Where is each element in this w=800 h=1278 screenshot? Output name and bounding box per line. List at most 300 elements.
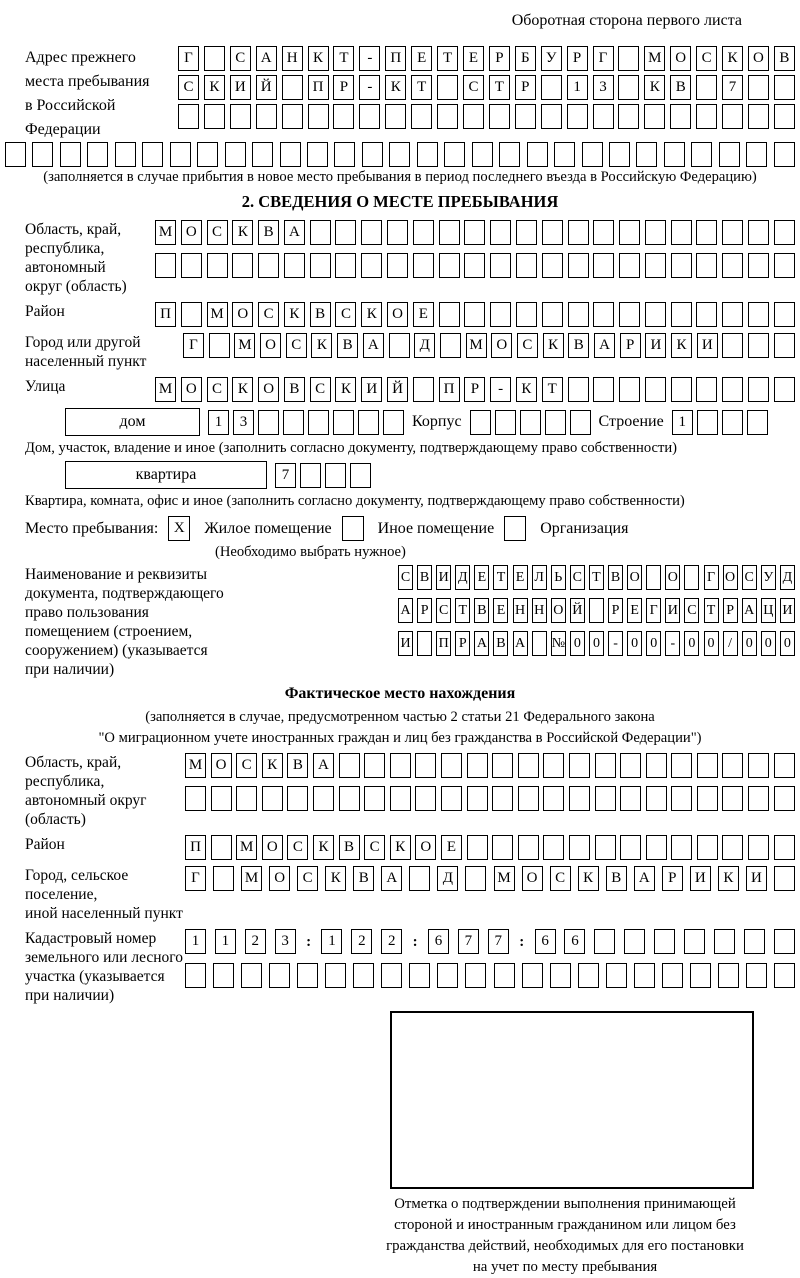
char-cell[interactable]: О: [627, 565, 642, 590]
char-cell[interactable]: Р: [489, 46, 510, 71]
char-cell[interactable]: [516, 302, 537, 327]
char-cell[interactable]: [170, 142, 191, 167]
char-cell[interactable]: М: [155, 220, 176, 245]
char-cell[interactable]: 1: [567, 75, 588, 100]
char-cell[interactable]: С: [258, 302, 279, 327]
char-cell[interactable]: 1: [321, 929, 342, 954]
char-cell[interactable]: [211, 786, 232, 811]
char-cell[interactable]: [209, 333, 230, 358]
char-cell[interactable]: [684, 929, 705, 954]
char-cell[interactable]: [413, 377, 434, 402]
char-cell[interactable]: Р: [455, 631, 470, 656]
char-cell[interactable]: [696, 75, 717, 100]
char-cell[interactable]: С: [207, 377, 228, 402]
char-cell[interactable]: 0: [780, 631, 795, 656]
char-cell[interactable]: А: [513, 631, 528, 656]
char-cell[interactable]: [310, 220, 331, 245]
char-cell[interactable]: [463, 104, 484, 129]
char-cell[interactable]: [634, 963, 655, 988]
char-cell[interactable]: [722, 753, 743, 778]
char-cell[interactable]: [213, 866, 234, 891]
char-cell[interactable]: [748, 753, 769, 778]
char-cell[interactable]: [516, 253, 537, 278]
char-cell[interactable]: И: [665, 598, 680, 623]
char-cell[interactable]: С: [178, 75, 199, 100]
char-cell[interactable]: Б: [515, 46, 536, 71]
char-cell[interactable]: [364, 753, 385, 778]
char-cell[interactable]: С: [570, 565, 585, 590]
char-cell[interactable]: [568, 220, 589, 245]
char-cell[interactable]: [744, 929, 765, 954]
char-cell[interactable]: [670, 104, 691, 129]
char-cell[interactable]: А: [634, 866, 655, 891]
char-cell[interactable]: 7: [722, 75, 743, 100]
char-cell[interactable]: [204, 104, 225, 129]
char-cell[interactable]: С: [517, 333, 538, 358]
char-cell[interactable]: [5, 142, 26, 167]
char-cell[interactable]: О: [262, 835, 283, 860]
char-cell[interactable]: Е: [493, 598, 508, 623]
char-cell[interactable]: В: [284, 377, 305, 402]
char-cell[interactable]: [230, 104, 251, 129]
char-cell[interactable]: О: [258, 377, 279, 402]
char-cell[interactable]: [696, 104, 717, 129]
char-cell[interactable]: [774, 377, 795, 402]
char-cell[interactable]: [774, 835, 795, 860]
char-cell[interactable]: [722, 253, 743, 278]
char-cell[interactable]: [325, 463, 346, 488]
char-cell[interactable]: С: [696, 46, 717, 71]
char-cell[interactable]: П: [308, 75, 329, 100]
char-cell[interactable]: М: [644, 46, 665, 71]
char-cell[interactable]: 2: [381, 929, 402, 954]
char-cell[interactable]: В: [568, 333, 589, 358]
char-cell[interactable]: О: [387, 302, 408, 327]
char-cell[interactable]: Г: [646, 598, 661, 623]
char-cell[interactable]: [467, 753, 488, 778]
char-cell[interactable]: [490, 220, 511, 245]
char-cell[interactable]: [774, 786, 795, 811]
char-cell[interactable]: 0: [742, 631, 757, 656]
char-cell[interactable]: О: [723, 565, 738, 590]
char-cell[interactable]: [415, 786, 436, 811]
char-cell[interactable]: [350, 463, 371, 488]
char-cell[interactable]: Р: [333, 75, 354, 100]
char-cell[interactable]: 0: [646, 631, 661, 656]
char-cell[interactable]: [490, 253, 511, 278]
char-cell[interactable]: [284, 253, 305, 278]
char-cell[interactable]: [241, 963, 262, 988]
char-cell[interactable]: [646, 753, 667, 778]
char-cell[interactable]: [181, 253, 202, 278]
char-cell[interactable]: [252, 142, 273, 167]
char-cell[interactable]: С: [463, 75, 484, 100]
char-cell[interactable]: [142, 142, 163, 167]
char-cell[interactable]: [746, 963, 767, 988]
char-cell[interactable]: [439, 253, 460, 278]
char-cell[interactable]: [520, 410, 541, 435]
char-cell[interactable]: [697, 835, 718, 860]
char-cell[interactable]: М: [466, 333, 487, 358]
char-cell[interactable]: [550, 963, 571, 988]
char-cell[interactable]: [409, 963, 430, 988]
char-cell[interactable]: А: [398, 598, 413, 623]
char-cell[interactable]: Д: [455, 565, 470, 590]
char-cell[interactable]: О: [748, 46, 769, 71]
char-cell[interactable]: [697, 753, 718, 778]
char-cell[interactable]: [359, 104, 380, 129]
char-cell[interactable]: [197, 142, 218, 167]
char-cell[interactable]: К: [335, 377, 356, 402]
char-cell[interactable]: [472, 142, 493, 167]
char-cell[interactable]: [696, 253, 717, 278]
char-cell[interactable]: 6: [428, 929, 449, 954]
char-cell[interactable]: [567, 104, 588, 129]
char-cell[interactable]: В: [353, 866, 374, 891]
char-cell[interactable]: [748, 253, 769, 278]
char-cell[interactable]: Г: [704, 565, 719, 590]
char-cell[interactable]: [381, 963, 402, 988]
char-cell[interactable]: [204, 46, 225, 71]
char-cell[interactable]: [620, 835, 641, 860]
char-cell[interactable]: 1: [185, 929, 206, 954]
char-cell[interactable]: [339, 753, 360, 778]
char-cell[interactable]: С: [286, 333, 307, 358]
char-cell[interactable]: А: [381, 866, 402, 891]
char-cell[interactable]: [719, 142, 740, 167]
char-cell[interactable]: [300, 463, 321, 488]
char-cell[interactable]: В: [258, 220, 279, 245]
char-cell[interactable]: [364, 786, 385, 811]
char-cell[interactable]: [545, 410, 566, 435]
char-cell[interactable]: Ц: [761, 598, 776, 623]
char-cell[interactable]: -: [608, 631, 623, 656]
char-cell[interactable]: К: [204, 75, 225, 100]
char-cell[interactable]: [593, 302, 614, 327]
char-cell[interactable]: [60, 142, 81, 167]
char-cell[interactable]: [662, 963, 683, 988]
char-cell[interactable]: [499, 142, 520, 167]
char-cell[interactable]: [774, 963, 795, 988]
char-cell[interactable]: [606, 963, 627, 988]
char-cell[interactable]: [178, 104, 199, 129]
char-cell[interactable]: [518, 753, 539, 778]
char-cell[interactable]: Т: [489, 75, 510, 100]
char-cell[interactable]: [185, 786, 206, 811]
char-cell[interactable]: К: [311, 333, 332, 358]
char-cell[interactable]: [334, 142, 355, 167]
char-cell[interactable]: [618, 46, 639, 71]
char-cell[interactable]: [618, 104, 639, 129]
char-cell[interactable]: 1: [215, 929, 236, 954]
char-cell[interactable]: В: [670, 75, 691, 100]
char-cell[interactable]: [335, 253, 356, 278]
char-cell[interactable]: Г: [183, 333, 204, 358]
char-cell[interactable]: К: [325, 866, 346, 891]
char-cell[interactable]: О: [232, 302, 253, 327]
char-cell[interactable]: 6: [564, 929, 585, 954]
char-cell[interactable]: [280, 142, 301, 167]
char-cell[interactable]: К: [644, 75, 665, 100]
char-cell[interactable]: Й: [570, 598, 585, 623]
char-cell[interactable]: [518, 835, 539, 860]
char-cell[interactable]: Н: [513, 598, 528, 623]
char-cell[interactable]: 6: [535, 929, 556, 954]
char-cell[interactable]: [155, 253, 176, 278]
char-cell[interactable]: И: [645, 333, 666, 358]
char-cell[interactable]: [465, 866, 486, 891]
char-cell[interactable]: [722, 377, 743, 402]
char-cell[interactable]: 1: [208, 410, 229, 435]
char-cell[interactable]: [522, 963, 543, 988]
char-cell[interactable]: [232, 253, 253, 278]
char-cell[interactable]: Р: [417, 598, 432, 623]
char-cell[interactable]: [444, 142, 465, 167]
char-cell[interactable]: [269, 963, 290, 988]
char-cell[interactable]: 1: [672, 410, 693, 435]
char-cell[interactable]: [383, 410, 404, 435]
char-cell[interactable]: [335, 220, 356, 245]
char-cell[interactable]: [722, 302, 743, 327]
char-cell[interactable]: М: [155, 377, 176, 402]
char-cell[interactable]: 2: [245, 929, 266, 954]
char-cell[interactable]: С: [335, 302, 356, 327]
char-cell[interactable]: [684, 565, 699, 590]
char-cell[interactable]: [620, 753, 641, 778]
char-cell[interactable]: [361, 220, 382, 245]
char-cell[interactable]: А: [256, 46, 277, 71]
char-cell[interactable]: [409, 866, 430, 891]
char-cell[interactable]: [570, 410, 591, 435]
char-cell[interactable]: К: [262, 753, 283, 778]
char-cell[interactable]: 2: [351, 929, 372, 954]
char-cell[interactable]: [387, 220, 408, 245]
char-cell[interactable]: [747, 410, 768, 435]
char-cell[interactable]: В: [606, 866, 627, 891]
char-cell[interactable]: С: [742, 565, 757, 590]
char-cell[interactable]: [624, 929, 645, 954]
char-cell[interactable]: О: [665, 565, 680, 590]
char-cell[interactable]: [774, 753, 795, 778]
char-cell[interactable]: [417, 631, 432, 656]
char-cell[interactable]: 7: [275, 463, 296, 488]
char-cell[interactable]: [308, 410, 329, 435]
char-cell[interactable]: К: [313, 835, 334, 860]
char-cell[interactable]: [593, 377, 614, 402]
char-cell[interactable]: [542, 302, 563, 327]
char-cell[interactable]: [439, 302, 460, 327]
char-cell[interactable]: [262, 786, 283, 811]
char-cell[interactable]: [774, 142, 795, 167]
char-cell[interactable]: [236, 786, 257, 811]
char-cell[interactable]: [515, 104, 536, 129]
char-cell[interactable]: О: [670, 46, 691, 71]
char-cell[interactable]: [516, 220, 537, 245]
char-cell[interactable]: О: [269, 866, 290, 891]
char-cell[interactable]: Р: [723, 598, 738, 623]
char-cell[interactable]: [415, 753, 436, 778]
char-cell[interactable]: [748, 220, 769, 245]
char-cell[interactable]: [282, 104, 303, 129]
char-cell[interactable]: [748, 302, 769, 327]
char-cell[interactable]: [310, 253, 331, 278]
char-cell[interactable]: [211, 835, 232, 860]
char-cell[interactable]: Т: [542, 377, 563, 402]
char-cell[interactable]: [774, 333, 795, 358]
char-cell[interactable]: Н: [532, 598, 547, 623]
char-cell[interactable]: [542, 253, 563, 278]
char-cell[interactable]: [569, 786, 590, 811]
char-cell[interactable]: У: [761, 565, 776, 590]
char-cell[interactable]: А: [363, 333, 384, 358]
char-cell[interactable]: Т: [704, 598, 719, 623]
char-cell[interactable]: О: [551, 598, 566, 623]
char-cell[interactable]: [748, 333, 769, 358]
char-cell[interactable]: [748, 104, 769, 129]
char-cell[interactable]: Е: [513, 565, 528, 590]
char-cell[interactable]: [697, 410, 718, 435]
char-cell[interactable]: Р: [620, 333, 641, 358]
char-cell[interactable]: [308, 104, 329, 129]
char-cell[interactable]: [774, 253, 795, 278]
char-cell[interactable]: В: [474, 598, 489, 623]
char-cell[interactable]: Е: [474, 565, 489, 590]
char-cell[interactable]: П: [436, 631, 451, 656]
char-cell[interactable]: [774, 104, 795, 129]
char-cell[interactable]: [543, 835, 564, 860]
char-cell[interactable]: [748, 377, 769, 402]
char-cell[interactable]: [671, 302, 692, 327]
char-cell[interactable]: [543, 786, 564, 811]
char-cell[interactable]: И: [697, 333, 718, 358]
char-cell[interactable]: [181, 302, 202, 327]
char-cell[interactable]: [464, 220, 485, 245]
char-cell[interactable]: [437, 963, 458, 988]
char-cell[interactable]: [283, 410, 304, 435]
char-cell[interactable]: С: [398, 565, 413, 590]
char-cell[interactable]: [696, 220, 717, 245]
char-cell[interactable]: М: [236, 835, 257, 860]
char-cell[interactable]: К: [232, 220, 253, 245]
char-cell[interactable]: Т: [589, 565, 604, 590]
char-cell[interactable]: Л: [532, 565, 547, 590]
char-cell[interactable]: Е: [411, 46, 432, 71]
char-cell[interactable]: П: [185, 835, 206, 860]
char-cell[interactable]: [748, 786, 769, 811]
char-cell[interactable]: 0: [627, 631, 642, 656]
char-cell[interactable]: [722, 410, 743, 435]
char-cell[interactable]: [387, 253, 408, 278]
char-cell[interactable]: 3: [233, 410, 254, 435]
char-cell[interactable]: [207, 253, 228, 278]
char-cell[interactable]: К: [232, 377, 253, 402]
char-cell[interactable]: [467, 786, 488, 811]
char-cell[interactable]: И: [746, 866, 767, 891]
char-cell[interactable]: [389, 333, 410, 358]
char-cell[interactable]: [417, 142, 438, 167]
char-cell[interactable]: П: [439, 377, 460, 402]
char-cell[interactable]: [258, 253, 279, 278]
char-cell[interactable]: [411, 104, 432, 129]
char-cell[interactable]: [532, 631, 547, 656]
char-cell[interactable]: И: [398, 631, 413, 656]
char-cell[interactable]: В: [608, 565, 623, 590]
char-cell[interactable]: [593, 220, 614, 245]
char-cell[interactable]: [353, 963, 374, 988]
char-cell[interactable]: О: [260, 333, 281, 358]
char-cell[interactable]: [543, 753, 564, 778]
char-cell[interactable]: [307, 142, 328, 167]
char-cell[interactable]: К: [718, 866, 739, 891]
char-cell[interactable]: Е: [627, 598, 642, 623]
char-cell[interactable]: А: [474, 631, 489, 656]
char-cell[interactable]: Г: [178, 46, 199, 71]
char-cell[interactable]: Й: [256, 75, 277, 100]
char-cell[interactable]: В: [339, 835, 360, 860]
char-cell[interactable]: С: [364, 835, 385, 860]
char-cell[interactable]: [441, 753, 462, 778]
char-cell[interactable]: [774, 302, 795, 327]
char-cell[interactable]: [258, 410, 279, 435]
char-cell[interactable]: [333, 104, 354, 129]
char-cell[interactable]: В: [310, 302, 331, 327]
char-cell[interactable]: [690, 963, 711, 988]
char-cell[interactable]: -: [665, 631, 680, 656]
char-cell[interactable]: [696, 377, 717, 402]
char-cell[interactable]: [115, 142, 136, 167]
char-cell[interactable]: О: [211, 753, 232, 778]
char-cell[interactable]: [437, 104, 458, 129]
char-cell[interactable]: [569, 753, 590, 778]
char-cell[interactable]: Т: [455, 598, 470, 623]
char-cell[interactable]: О: [522, 866, 543, 891]
checkbox-organization[interactable]: [504, 516, 526, 541]
char-cell[interactable]: [464, 253, 485, 278]
char-cell[interactable]: 7: [458, 929, 479, 954]
char-cell[interactable]: [746, 142, 767, 167]
char-cell[interactable]: [644, 104, 665, 129]
char-cell[interactable]: Т: [333, 46, 354, 71]
char-cell[interactable]: [518, 786, 539, 811]
char-cell[interactable]: [492, 786, 513, 811]
char-cell[interactable]: [748, 835, 769, 860]
char-cell[interactable]: [645, 302, 666, 327]
char-cell[interactable]: С: [684, 598, 699, 623]
char-cell[interactable]: [541, 75, 562, 100]
char-cell[interactable]: [593, 253, 614, 278]
char-cell[interactable]: Т: [437, 46, 458, 71]
char-cell[interactable]: [527, 142, 548, 167]
char-cell[interactable]: [413, 220, 434, 245]
char-cell[interactable]: С: [436, 598, 451, 623]
char-cell[interactable]: [722, 786, 743, 811]
char-cell[interactable]: [361, 253, 382, 278]
char-cell[interactable]: К: [308, 46, 329, 71]
char-cell[interactable]: Д: [414, 333, 435, 358]
char-cell[interactable]: [595, 786, 616, 811]
char-cell[interactable]: [495, 410, 516, 435]
char-cell[interactable]: [718, 963, 739, 988]
char-cell[interactable]: [619, 302, 640, 327]
char-cell[interactable]: [490, 302, 511, 327]
char-cell[interactable]: Д: [437, 866, 458, 891]
char-cell[interactable]: [313, 786, 334, 811]
char-cell[interactable]: [774, 929, 795, 954]
char-cell[interactable]: [619, 377, 640, 402]
char-cell[interactable]: Р: [515, 75, 536, 100]
char-cell[interactable]: С: [297, 866, 318, 891]
char-cell[interactable]: [413, 253, 434, 278]
